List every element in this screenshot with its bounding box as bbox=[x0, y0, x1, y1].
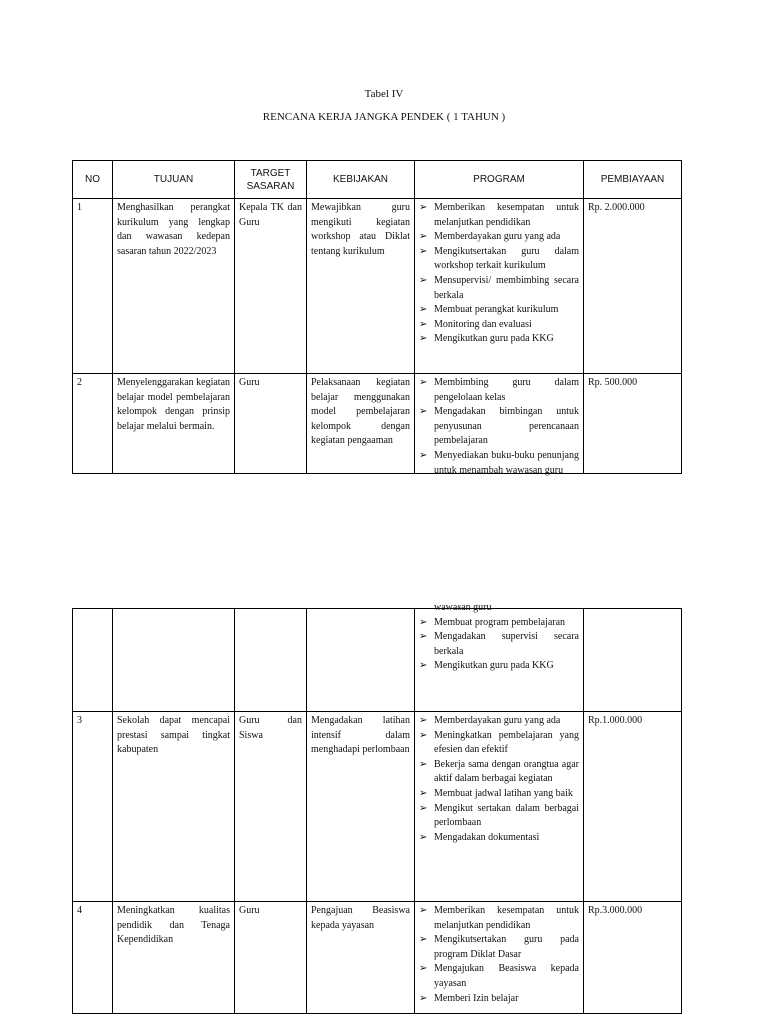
arrow-bullet-icon: ➢ bbox=[419, 449, 428, 461]
arrow-bullet-icon: ➢ bbox=[419, 729, 428, 741]
cell-target: Kepala TK dan Guru bbox=[235, 199, 307, 374]
cell-pembiayaan: Rp. 500.000 bbox=[584, 374, 682, 474]
program-item bbox=[419, 274, 579, 303]
program-item bbox=[419, 787, 579, 802]
work-plan-table-continued bbox=[72, 602, 682, 1014]
cell-pembiayaan: Rp.3.000.000 bbox=[584, 902, 682, 1014]
program-item-text: Mengajukan Beasiswa kepada yayasan bbox=[434, 963, 579, 989]
program-item bbox=[419, 758, 579, 787]
program-item-text: Meningkatkan pembelajaran yang efesien dan efektif bbox=[434, 729, 579, 756]
program-item bbox=[419, 303, 579, 318]
arrow-bullet-icon: ➢ bbox=[419, 333, 428, 345]
program-item-text: Memberi Izin belajar bbox=[434, 992, 519, 1004]
program-item bbox=[419, 992, 579, 1007]
program-item-text: Mengikutkan guru pada KKG bbox=[434, 333, 554, 345]
table-row bbox=[73, 609, 682, 712]
cell-pembiayaan: Rp. 2.000.000 bbox=[584, 199, 682, 374]
arrow-bullet-icon: ➢ bbox=[419, 377, 428, 388]
cell-kebijakan: Pelaksanaan kegiatan belajar menggunakan model pembelajaran kelompok dengan kegiatan pengaaman bbox=[307, 374, 415, 474]
cell-program bbox=[415, 902, 584, 1014]
cell-target: Guru dan Siswa bbox=[235, 712, 307, 902]
program-item bbox=[419, 904, 579, 933]
cell-pembiayaan: Rp.1.000.000 bbox=[584, 712, 682, 902]
header-target: TARGET SASARAN bbox=[235, 161, 307, 199]
arrow-bullet-icon: ➢ bbox=[419, 905, 428, 916]
cell-kebijakan: Pengajuan Beasiswa kepada yayasan bbox=[307, 902, 415, 1014]
program-item bbox=[419, 245, 579, 274]
arrow-bullet-icon: ➢ bbox=[419, 304, 428, 316]
cell-program bbox=[415, 712, 584, 902]
cell-program bbox=[415, 374, 584, 474]
table-header-row bbox=[73, 161, 682, 199]
program-item-text: Menyediakan buku-buku penunjang untuk menambah wawasan guru bbox=[434, 449, 579, 476]
cell-tujuan bbox=[113, 609, 235, 712]
arrow-bullet-icon: ➢ bbox=[419, 202, 428, 213]
program-item-text: Membuat perangkat kurikulum bbox=[434, 304, 559, 316]
arrow-bullet-icon: ➢ bbox=[419, 660, 428, 672]
cell-program bbox=[415, 199, 584, 374]
cell-no: 4 bbox=[73, 902, 113, 1014]
program-item-text: Mengadakan supervisi secara berkala bbox=[434, 631, 579, 657]
program-item bbox=[419, 714, 579, 729]
cell-no bbox=[73, 609, 113, 712]
program-item-text: Bekerja sama dengan orangtua agar aktif dalam berbagai kegiatan bbox=[434, 758, 579, 785]
program-item-text: Memberikan kesempatan untuk melanjutkan pendidikan bbox=[434, 202, 579, 228]
cell-kebijakan: Mengadakan latihan intensif dalam menghadapi perlombaan bbox=[307, 712, 415, 902]
cell-kebijakan: Mewajibkan guru mengikuti kegiatan workshop atau Diklat tentang kurikulum bbox=[307, 199, 415, 374]
table-row bbox=[73, 712, 682, 902]
cell-no: 1 bbox=[73, 199, 113, 374]
work-plan-table bbox=[72, 160, 682, 474]
cell-pembiayaan bbox=[584, 609, 682, 712]
program-item bbox=[419, 332, 579, 347]
program-item-text: Membuat program pembelajaran bbox=[434, 616, 566, 628]
program-item-text: Mensupervisi/ membimbing secara berkala bbox=[434, 274, 579, 301]
arrow-bullet-icon: ➢ bbox=[419, 802, 428, 814]
program-item bbox=[419, 831, 579, 846]
program-item-text: Monitoring dan evaluasi bbox=[434, 318, 532, 330]
arrow-bullet-icon: ➢ bbox=[419, 787, 428, 799]
arrow-bullet-icon: ➢ bbox=[419, 992, 428, 1004]
arrow-bullet-icon: ➢ bbox=[419, 934, 428, 946]
cell-program bbox=[415, 602, 584, 712]
table-title: RENCANA KERJA JANGKA PENDEK ( 1 TAHUN ) bbox=[262, 111, 506, 123]
header-no: NO bbox=[73, 161, 113, 199]
header-kebijakan: KEBIJAKAN bbox=[307, 161, 415, 199]
program-item-text: Memberikan kesempatan untuk melanjutkan pendidikan bbox=[434, 905, 579, 931]
program-item bbox=[419, 201, 579, 230]
program-item bbox=[419, 376, 579, 405]
program-item bbox=[419, 933, 579, 962]
program-item-text: Membimbing guru dalam pengelolaan kelas bbox=[434, 377, 579, 403]
cell-target: Guru bbox=[235, 374, 307, 474]
cell-tujuan: Sekolah dapat mencapai prestasi sampai tingkat kabupaten bbox=[113, 712, 235, 902]
cell-no: 2 bbox=[73, 374, 113, 474]
program-item bbox=[419, 659, 579, 674]
program-item-text: Mengikutsertakan guru dalam workshop terkait kurikulum bbox=[434, 245, 579, 272]
program-item bbox=[419, 449, 579, 478]
arrow-bullet-icon: ➢ bbox=[419, 631, 428, 643]
header-program: PROGRAM bbox=[415, 161, 584, 199]
program-item-text: Mengadakan dokumentasi bbox=[434, 831, 540, 843]
arrow-bullet-icon: ➢ bbox=[419, 758, 428, 770]
program-item-text: Mengikutsertakan guru pada program Diklat Dasar bbox=[434, 934, 579, 960]
cell-tujuan: Menyelenggarakan kegiatan belajar model pembelajaran kelompok dengan prinsip belajar melalui bermain. bbox=[113, 374, 235, 474]
cell-target: Guru bbox=[235, 902, 307, 1014]
header-pembiayaan: PEMBIAYAAN bbox=[584, 161, 682, 199]
arrow-bullet-icon: ➢ bbox=[419, 831, 428, 843]
program-item-text: Memberdayakan guru yang ada bbox=[434, 715, 561, 726]
program-item bbox=[419, 962, 579, 991]
program-item bbox=[419, 616, 579, 631]
table-row bbox=[73, 374, 682, 474]
cell-tujuan: Menghasilkan perangkat kurikulum yang lengkap dan wawasan kedepan sasaran tahun 2022/2023 bbox=[113, 199, 235, 374]
program-list bbox=[419, 201, 579, 347]
arrow-bullet-icon: ➢ bbox=[419, 963, 428, 975]
program-list bbox=[419, 616, 579, 674]
arrow-bullet-icon: ➢ bbox=[419, 274, 428, 286]
program-item-text: Mengikutkan guru pada KKG bbox=[434, 660, 554, 672]
program-item bbox=[419, 729, 579, 758]
program-item-text: Mengikut sertakan dalam berbagai perlombaan bbox=[434, 802, 579, 829]
arrow-bullet-icon: ➢ bbox=[419, 616, 428, 628]
program-item bbox=[419, 802, 579, 831]
program-list bbox=[419, 904, 579, 1006]
program-item-text: Membuat jadwal latihan yang baik bbox=[434, 787, 573, 799]
program-continued-text: wawasan guru bbox=[434, 602, 492, 613]
cell-tujuan: Meningkatkan kualitas pendidik dan Tenaga Kependidikan bbox=[113, 902, 235, 1014]
arrow-bullet-icon: ➢ bbox=[419, 318, 428, 330]
table-row bbox=[73, 902, 682, 1014]
program-item-text: Memberdayakan guru yang ada bbox=[434, 231, 561, 243]
arrow-bullet-icon: ➢ bbox=[419, 406, 428, 418]
program-list bbox=[419, 376, 579, 478]
arrow-bullet-icon: ➢ bbox=[419, 715, 428, 726]
arrow-bullet-icon: ➢ bbox=[419, 231, 428, 243]
header-tujuan: TUJUAN bbox=[113, 161, 235, 199]
program-item bbox=[419, 405, 579, 449]
table-row bbox=[73, 199, 682, 374]
program-item bbox=[419, 630, 579, 659]
cell-target bbox=[235, 609, 307, 712]
cell-no: 3 bbox=[73, 712, 113, 902]
program-item bbox=[419, 230, 579, 245]
cell-kebijakan bbox=[307, 609, 415, 712]
arrow-bullet-icon: ➢ bbox=[419, 245, 428, 257]
program-item bbox=[419, 318, 579, 333]
program-list bbox=[419, 714, 579, 845]
program-item-text: Mengadakan bimbingan untuk penyusunan perencanaan pembelajaran bbox=[434, 406, 579, 447]
table-caption: Tabel IV bbox=[364, 88, 404, 100]
